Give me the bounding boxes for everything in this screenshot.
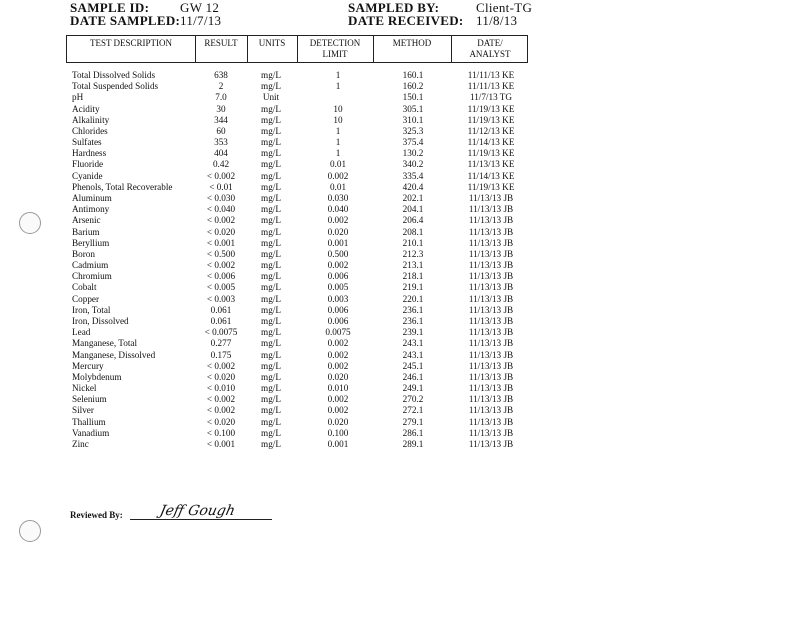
sampled-by-value: Client-TG	[476, 0, 533, 15]
method-cell: 202.1	[402, 193, 424, 203]
method-cell: 310.1	[402, 114, 424, 125]
test-description-cell: Beryllium	[72, 237, 110, 248]
date-analyst-cell: 11/19/13 KE	[467, 103, 515, 114]
table-row	[0, 148, 800, 159]
detection-limit-cell: 0.040	[327, 204, 349, 215]
table-row	[0, 405, 800, 416]
test-description-cell: Total Dissolved Solids	[72, 70, 156, 80]
units-cell: mg/L	[261, 103, 281, 114]
method-cell: 210.1	[402, 237, 424, 248]
table-row	[0, 394, 800, 405]
table-row	[0, 282, 800, 293]
method-cell: 270.2	[402, 394, 424, 405]
method-cell: 279.1	[402, 416, 424, 427]
method-cell: 420.4	[402, 181, 424, 192]
test-description-cell: Cyanide	[72, 170, 103, 181]
table-row	[0, 137, 800, 148]
date-analyst-cell: 11/14/13 KE	[467, 170, 515, 181]
hole-punch	[19, 520, 41, 542]
method-cell: 206.4	[402, 215, 424, 226]
result-cell: < 0.030	[206, 193, 236, 203]
result-cell: < 0.002	[206, 260, 236, 271]
detection-limit-cell: 1	[335, 125, 341, 136]
units-cell: mg/L	[261, 181, 281, 192]
date-analyst-cell: 11/13/13 JB	[468, 371, 514, 382]
test-description-cell: Manganese, Total	[72, 338, 138, 349]
method-cell: 212.3	[402, 248, 424, 259]
units-cell: mg/L	[261, 327, 281, 338]
result-cell: 353	[214, 137, 228, 148]
header-detection: DETECTION	[309, 38, 361, 48]
detection-limit-cell: 0.005	[327, 282, 349, 293]
method-cell: 236.1	[402, 316, 424, 326]
table-row	[0, 70, 800, 81]
units-cell: mg/L	[261, 204, 281, 215]
date-analyst-cell: 11/13/13 JB	[468, 394, 514, 405]
date-analyst-cell: 11/13/13 JB	[468, 282, 514, 293]
table-row	[0, 338, 800, 349]
table-row	[0, 316, 800, 327]
header-analyst: ANALYST	[469, 49, 511, 59]
detection-limit-cell: 0.002	[327, 349, 349, 360]
units-cell: Unit	[262, 92, 280, 103]
test-description-cell: Sulfates	[72, 137, 102, 148]
method-cell: 245.1	[402, 360, 424, 371]
date-sampled-label: DATE SAMPLED:	[70, 13, 181, 28]
method-cell: 160.1	[402, 70, 424, 80]
detection-limit-cell: 0.100	[327, 427, 349, 438]
detection-limit-cell: 1	[335, 148, 341, 159]
units-cell: mg/L	[261, 316, 281, 326]
table-row	[0, 271, 800, 282]
result-cell: 638	[214, 70, 228, 80]
column-header-row	[66, 35, 528, 63]
detection-limit-cell: 0.020	[327, 226, 349, 237]
test-description-cell: Chlorides	[72, 125, 108, 136]
detection-limit-cell: 10	[333, 103, 343, 114]
units-cell: mg/L	[261, 349, 281, 360]
units-cell: mg/L	[261, 304, 281, 315]
hole-punch	[19, 212, 41, 234]
table-row	[0, 215, 800, 226]
method-cell: 160.2	[402, 81, 424, 92]
method-cell: 130.2	[402, 148, 424, 159]
method-cell: 243.1	[402, 349, 424, 360]
table-row	[0, 327, 800, 338]
result-cell: 30	[216, 103, 226, 114]
date-analyst-cell: 11/13/13 JB	[468, 427, 514, 438]
detection-limit-cell: 0.020	[327, 371, 349, 382]
detection-limit-cell: 0.020	[327, 416, 349, 427]
test-description-cell: pH	[72, 92, 84, 103]
result-cell: 0.277	[210, 338, 232, 349]
table-row	[0, 294, 800, 305]
result-cell: < 0.006	[206, 271, 236, 282]
table-row	[0, 260, 800, 271]
date-analyst-cell: 11/13/13 JB	[468, 237, 514, 248]
method-cell: 236.1	[402, 304, 424, 315]
test-description-cell: Chromium	[72, 271, 112, 282]
table-row	[0, 115, 800, 126]
test-description-cell: Phenols, Total Recoverable	[72, 181, 173, 192]
method-cell: 218.1	[402, 271, 424, 282]
detection-limit-cell: 1	[335, 137, 341, 148]
date-received-value: 11/8/13	[476, 13, 518, 28]
test-description-cell: Mercury	[72, 360, 104, 371]
method-cell: 219.1	[402, 282, 424, 293]
reviewed-by-label: Reviewed By:	[70, 510, 123, 520]
table-row	[0, 193, 800, 204]
date-analyst-cell: 11/13/13 JB	[468, 349, 514, 360]
result-cell: < 0.100	[206, 427, 236, 438]
detection-limit-cell: 0.002	[327, 260, 349, 271]
table-row	[0, 383, 800, 394]
date-analyst-cell: 11/13/13 JB	[468, 416, 514, 427]
detection-limit-cell: 0.002	[327, 215, 349, 226]
table-row	[0, 305, 800, 316]
date-analyst-cell: 11/13/13 JB	[468, 271, 514, 282]
units-cell: mg/L	[261, 394, 281, 405]
table-row	[0, 126, 800, 137]
header-method: METHOD	[392, 38, 432, 48]
test-description-cell: Selenium	[72, 394, 107, 405]
result-cell: < 0.500	[206, 248, 236, 259]
test-description-cell: Iron, Total	[72, 304, 111, 315]
test-description-cell: Nickel	[72, 383, 97, 393]
test-description-cell: Vanadium	[72, 427, 110, 438]
units-cell: mg/L	[261, 193, 281, 203]
detection-limit-cell: 0.002	[327, 338, 349, 349]
test-description-cell: Lead	[72, 327, 91, 338]
date-analyst-cell: 11/13/13 JB	[468, 438, 514, 449]
units-cell: mg/L	[261, 271, 281, 282]
table-row	[0, 417, 800, 428]
test-description-cell: Hardness	[72, 148, 107, 159]
units-cell: mg/L	[261, 438, 281, 449]
test-description-cell: Zinc	[72, 438, 89, 449]
method-cell: 150.1	[402, 92, 424, 103]
date-analyst-cell: 11/13/13 JB	[468, 383, 514, 393]
test-description-cell: Iron, Dissolved	[72, 316, 129, 326]
method-cell: 208.1	[402, 226, 424, 237]
date-analyst-cell: 11/14/13 KE	[467, 137, 515, 148]
date-analyst-cell: 11/7/13 TG	[469, 92, 513, 103]
table-row	[0, 428, 800, 439]
test-description-cell: Barium	[72, 226, 100, 237]
units-cell: mg/L	[261, 248, 281, 259]
date-analyst-cell: 11/19/13 KE	[467, 114, 515, 125]
date-sampled-value: 11/7/13	[180, 13, 222, 28]
date-analyst-cell: 11/13/13 JB	[468, 338, 514, 349]
test-description-cell: Alkalinity	[72, 114, 110, 125]
detection-limit-cell: 0.001	[327, 438, 349, 449]
date-analyst-cell: 11/13/13 JB	[468, 405, 514, 416]
detection-limit-cell: 0.006	[327, 316, 349, 326]
result-cell: 7.0	[215, 92, 227, 103]
method-cell: 340.2	[402, 159, 424, 170]
result-cell: 0.175	[210, 349, 232, 360]
units-cell: mg/L	[261, 371, 281, 382]
detection-limit-cell: 0.0075	[325, 327, 351, 338]
result-cell: < 0.020	[206, 226, 236, 237]
table-row	[0, 171, 800, 182]
units-cell: mg/L	[261, 383, 281, 393]
table-row	[0, 350, 800, 361]
units-cell: mg/L	[261, 293, 281, 304]
result-cell: < 0.002	[206, 405, 236, 416]
sample-id-label: SAMPLE ID:	[70, 0, 150, 15]
date-analyst-cell: 11/13/13 JB	[468, 193, 514, 203]
test-description-cell: Cadmium	[72, 260, 109, 271]
date-analyst-cell: 11/13/13 JB	[468, 316, 514, 326]
method-cell: 335.4	[402, 170, 424, 181]
signature: Jeff Gough	[158, 503, 237, 519]
detection-limit-cell: 0.01	[329, 181, 347, 192]
date-analyst-cell: 11/13/13 KE	[467, 159, 515, 170]
result-cell: < 0.002	[206, 170, 236, 181]
table-row	[0, 372, 800, 383]
result-cell: < 0.005	[206, 282, 236, 293]
detection-limit-cell: 1	[335, 81, 341, 92]
table-row	[0, 92, 800, 103]
result-cell: 0.42	[212, 159, 230, 170]
table-row	[0, 104, 800, 115]
test-description-cell: Arsenic	[72, 215, 101, 226]
units-cell: mg/L	[261, 416, 281, 427]
units-cell: mg/L	[261, 114, 281, 125]
date-analyst-cell: 11/13/13 JB	[468, 248, 514, 259]
test-description-cell: Cobalt	[72, 282, 97, 293]
method-cell: 325.3	[402, 125, 424, 136]
result-cell: < 0.003	[206, 293, 236, 304]
result-cell: 344	[214, 114, 228, 125]
date-analyst-cell: 11/13/13 JB	[468, 293, 514, 304]
date-received-label: DATE RECEIVED:	[348, 13, 464, 28]
units-cell: mg/L	[261, 159, 281, 170]
units-cell: mg/L	[261, 137, 281, 148]
method-cell: 204.1	[402, 204, 424, 215]
method-cell: 243.1	[402, 338, 424, 349]
detection-limit-cell: 0.001	[327, 237, 349, 248]
date-analyst-cell: 11/13/13 JB	[468, 204, 514, 215]
detection-limit-cell: 0.003	[327, 293, 349, 304]
result-cell: < 0.0075	[204, 327, 238, 338]
method-cell: 246.1	[402, 371, 424, 382]
result-cell: 2	[218, 81, 224, 92]
units-cell: mg/L	[261, 282, 281, 293]
units-cell: mg/L	[261, 405, 281, 416]
date-analyst-cell: 11/19/13 KE	[467, 148, 515, 159]
detection-limit-cell: 0.002	[327, 360, 349, 371]
header-result: RESULT	[204, 38, 238, 48]
table-row	[0, 182, 800, 193]
result-cell: < 0.002	[206, 394, 236, 405]
test-description-cell: Copper	[72, 293, 100, 304]
result-cell: < 0.020	[206, 371, 236, 382]
detection-limit-cell: 0.01	[329, 159, 347, 170]
result-cell: 404	[214, 148, 228, 159]
result-cell: < 0.002	[206, 215, 236, 226]
header-limit: LIMIT	[322, 49, 348, 59]
method-cell: 239.1	[402, 327, 424, 338]
detection-limit-cell: 1	[335, 70, 341, 80]
date-analyst-cell: 11/13/13 JB	[468, 304, 514, 315]
table-row	[0, 361, 800, 372]
units-cell: mg/L	[261, 81, 281, 92]
detection-limit-cell: 0.002	[327, 394, 349, 405]
method-cell: 375.4	[402, 137, 424, 148]
result-cell: < 0.002	[206, 360, 236, 371]
units-cell: mg/L	[261, 360, 281, 371]
date-analyst-cell: 11/13/13 JB	[468, 360, 514, 371]
units-cell: mg/L	[261, 260, 281, 271]
date-analyst-cell: 11/13/13 JB	[468, 215, 514, 226]
result-cell: < 0.001	[206, 438, 236, 449]
result-cell: 60	[216, 125, 226, 136]
method-cell: 213.1	[402, 260, 424, 271]
method-cell: 289.1	[402, 438, 424, 449]
units-cell: mg/L	[261, 215, 281, 226]
table-row	[0, 81, 800, 92]
units-cell: mg/L	[261, 70, 281, 80]
result-cell: < 0.010	[206, 383, 236, 393]
detection-limit-cell: 0.006	[327, 271, 349, 282]
date-analyst-cell: 11/11/13 KE	[467, 70, 515, 80]
result-cell: 0.061	[210, 304, 232, 315]
detection-limit-cell: 10	[333, 114, 343, 125]
result-cell: < 0.001	[206, 237, 236, 248]
units-cell: mg/L	[261, 226, 281, 237]
table-row	[0, 439, 800, 450]
test-description-cell: Silver	[72, 405, 94, 416]
result-cell: < 0.01	[209, 181, 233, 192]
units-cell: mg/L	[261, 427, 281, 438]
detection-limit-cell: 0.010	[327, 383, 349, 393]
detection-limit-cell: 0.002	[327, 405, 349, 416]
test-description-cell: Acidity	[72, 103, 100, 114]
method-cell: 305.1	[402, 103, 424, 114]
detection-limit-cell: 0.006	[327, 304, 349, 315]
table-row	[0, 249, 800, 260]
date-analyst-cell: 11/13/13 JB	[468, 327, 514, 338]
test-description-cell: Thallium	[72, 416, 106, 427]
table-row	[0, 238, 800, 249]
units-cell: mg/L	[261, 237, 281, 248]
date-analyst-cell: 11/12/13 KE	[467, 125, 515, 136]
method-cell: 249.1	[402, 383, 424, 393]
units-cell: mg/L	[261, 170, 281, 181]
date-analyst-cell: 11/13/13 JB	[468, 226, 514, 237]
units-cell: mg/L	[261, 338, 281, 349]
detection-limit-cell: 0.030	[327, 193, 349, 203]
table-row	[0, 159, 800, 170]
date-analyst-cell: 11/11/13 KE	[467, 81, 515, 92]
header-date: DATE/	[477, 38, 503, 48]
test-description-cell: Fluoride	[72, 159, 104, 170]
date-analyst-cell: 11/13/13 JB	[468, 260, 514, 271]
sampled-by-label: SAMPLED BY:	[348, 0, 440, 15]
table-row	[0, 204, 800, 215]
header-test-description: TEST DESCRIPTION	[89, 38, 173, 48]
test-description-cell: Total Suspended Solids	[72, 81, 159, 92]
units-cell: mg/L	[261, 125, 281, 136]
test-description-cell: Antimony	[72, 204, 110, 215]
table-row	[0, 227, 800, 238]
result-cell: 0.061	[210, 316, 232, 326]
test-description-cell: Molybdenum	[72, 371, 122, 382]
units-cell: mg/L	[261, 148, 281, 159]
method-cell: 272.1	[402, 405, 424, 416]
detection-limit-cell: 0.500	[327, 248, 349, 259]
test-description-cell: Manganese, Dissolved	[72, 349, 156, 360]
signature-line	[130, 519, 272, 520]
date-analyst-cell: 11/19/13 KE	[467, 181, 515, 192]
sample-id-value: GW 12	[180, 0, 220, 15]
method-cell: 286.1	[402, 427, 424, 438]
test-description-cell: Boron	[72, 248, 95, 259]
detection-limit-cell: 0.002	[327, 170, 349, 181]
method-cell: 220.1	[402, 293, 424, 304]
result-cell: < 0.040	[206, 204, 236, 215]
test-description-cell: Aluminum	[72, 193, 112, 203]
result-cell: < 0.020	[206, 416, 236, 427]
header-units: UNITS	[258, 38, 286, 48]
